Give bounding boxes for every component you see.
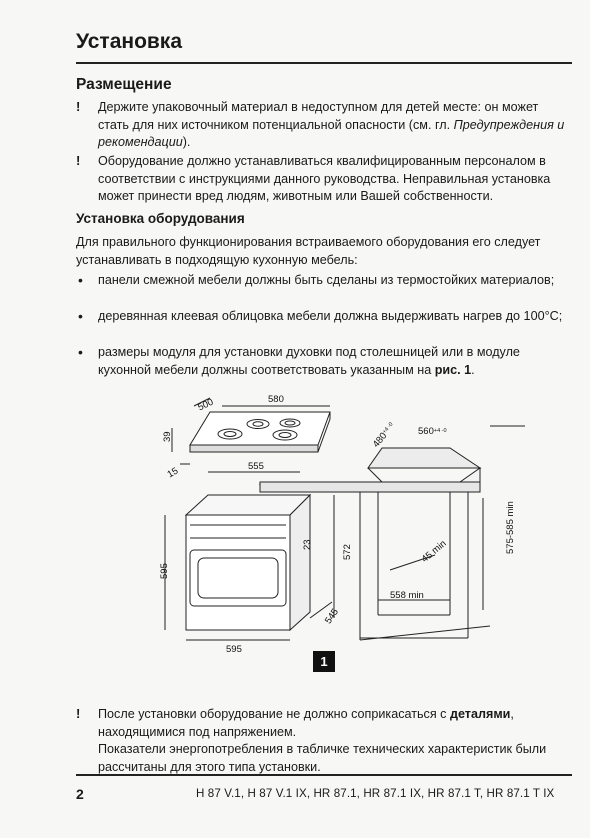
dim-niche-height: 575-585 min	[505, 501, 516, 554]
warning-text-qualified: Оборудование должно устанавливаться квалифицированным персоналом в соответствии с инструкциями данного руководства. Неправильная установка может принести вред людям, животным или Вашей собственности.	[98, 154, 551, 203]
page-number: 2	[76, 786, 84, 802]
oven-drawing	[165, 472, 334, 640]
warning-mark: !	[76, 153, 81, 168]
dim-value: 560	[418, 426, 434, 437]
dim-hob-width: 580	[268, 394, 284, 405]
dim-oven-height-side: 572	[342, 544, 353, 560]
footer-rule	[76, 774, 572, 776]
dim-niche-width: 558 min	[390, 590, 424, 601]
note-text-part: После установки оборудование не должно соприкасаться с	[98, 707, 450, 721]
bullet-item: панели смежной мебели должны быть сделаны из термостойких материалов;	[98, 273, 555, 287]
dim-oven-depth: 555	[248, 461, 264, 472]
bullet-text-part: .	[471, 362, 475, 377]
figure-label: 1	[313, 651, 335, 672]
warning-text-link: Предупреждения и рекомендации	[98, 117, 565, 149]
bullet-item: деревянная клеевая облицовка мебели должна выдерживать нагрев до 100°C;	[98, 309, 563, 323]
section-heading-equipment: Установка оборудования	[76, 211, 245, 226]
warning-text-part: Держите упаковочный материал в недоступном для детей месте: он может стать для них источником потенциальной опасности (см. гл.	[98, 100, 539, 132]
hob-drawing	[172, 398, 330, 464]
dim-cutout-depth	[371, 421, 398, 450]
after-note-line2: Показатели энергопотребления в табличке технических характеристик были рассчитаны для этого типа установки.	[98, 742, 547, 774]
dim-oven-base: 545	[322, 606, 342, 627]
note-text-part: , находящимися под напряжением.	[98, 707, 514, 739]
dim-tolerance: +4 -0	[433, 428, 447, 434]
bullet-marker: •	[78, 272, 83, 288]
intro-paragraph: Для правильного функционирования встраиваемого оборудования его следует устанавливать в подходящую кухонную мебель:	[76, 235, 541, 267]
after-note-line1	[98, 706, 572, 741]
title-rule	[76, 62, 572, 64]
note-text-bold: деталями	[449, 707, 511, 721]
warning-text-part: ).	[182, 135, 191, 149]
dim-oven-height: 595	[159, 563, 170, 579]
dim-tolerance: +4 -0	[381, 421, 395, 436]
bullet-item	[98, 344, 572, 379]
dim-vent: 45 min	[419, 538, 449, 565]
dim-hob-height: 39	[162, 431, 173, 442]
dim-value: 480	[370, 430, 390, 450]
page-title: Установка	[76, 30, 182, 53]
warning-mark: !	[76, 99, 81, 114]
installation-diagram	[150, 390, 580, 690]
warning-text-packaging	[98, 99, 572, 152]
figure-reference: рис. 1	[434, 362, 472, 377]
warning-mark: !	[76, 706, 81, 721]
section-heading-placement: Размещение	[76, 76, 172, 93]
dim-cutout-width	[418, 426, 447, 437]
model-list: H 87 V.1, H 87 V.1 IX, HR 87.1, HR 87.1 IX, HR 87.1 T, HR 87.1 T IX	[196, 787, 555, 800]
bullet-marker: •	[78, 308, 83, 324]
dim-oven-inner: 23	[302, 539, 313, 550]
bullet-marker: •	[78, 344, 83, 360]
dim-oven-width: 595	[226, 644, 242, 655]
dim-hob-edge: 15	[165, 465, 181, 481]
bullet-text-part: размеры модуля для установки духовки под столешницей или в модуле кухонной мебели должны соответствовать указанным на	[98, 345, 520, 377]
dim-hob-depth: 500	[196, 396, 216, 414]
